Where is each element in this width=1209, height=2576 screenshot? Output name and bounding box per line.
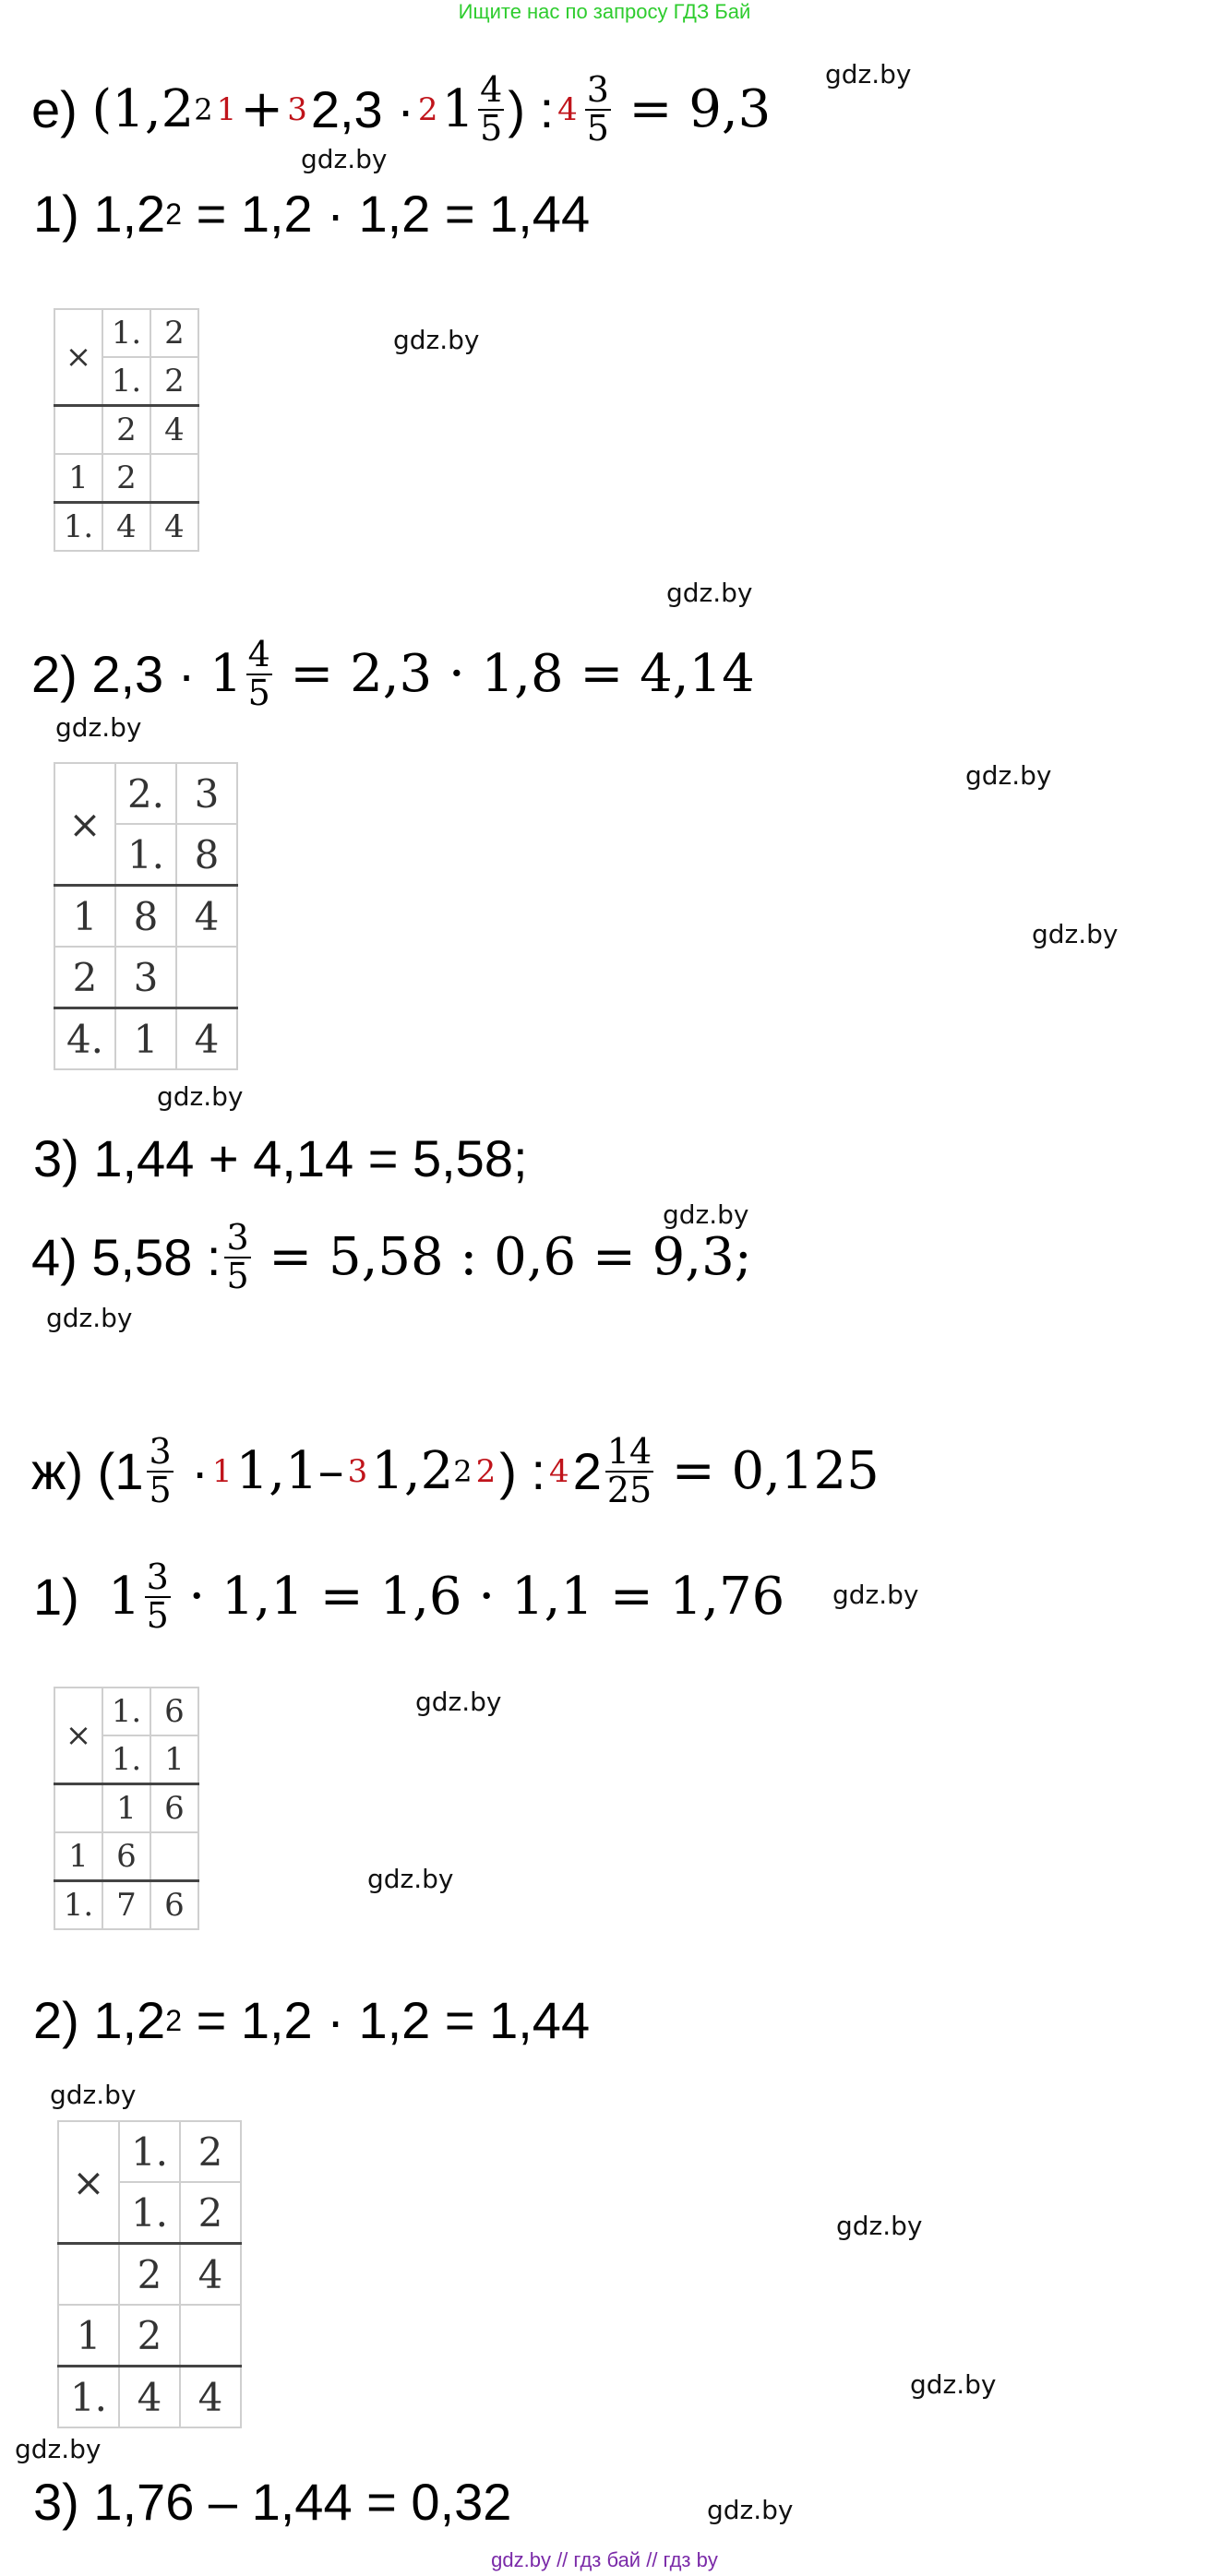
watermark: gdz.by [707, 2495, 794, 2525]
step-e-1: 1) 1,2 2 = 1,2 · 1,2 = 1,44 [33, 185, 591, 243]
problem-zh-label: ж) [31, 1441, 84, 1500]
watermark: gdz.by [46, 1303, 133, 1333]
fraction: $\frac{3}{5}$ [226, 1217, 249, 1296]
watermark: gdz.by [301, 144, 388, 174]
multiplication-grid-e1: × 1. 2 1. 2 2 4 1 2 1. 4 4 [54, 308, 199, 552]
footer-links[interactable]: gdz.by // гдз бай // гдз by [491, 2548, 718, 2571]
step-e-4: 4) 5,58 : $\frac{3}{5}$ = 5,58 : 0,6 = 9,3; [31, 1217, 752, 1296]
fraction: $\frac{4}{5}$ [480, 69, 503, 149]
problem-e-expression: е) (1,2 2 1 + 3 2,3 · 2 1 $\frac{4}{5}$ ) : 4 $\frac{3}{5}$ = 9,3 [31, 69, 772, 149]
problem-zh-expression: ж) (1 $\frac{3}{5}$ · 1 1,1– 3 1,2 2 2 ) : 4 2 $\frac{14}{25}$ = 0,125 [31, 1431, 880, 1510]
fraction: $\frac{3}{5}$ [146, 1556, 169, 1636]
step-zh-3: 3) 1,76 – 1,44 = 0,32 [33, 2473, 512, 2531]
fraction: $\frac{14}{25}$ [606, 1431, 652, 1510]
watermark: gdz.by [393, 325, 480, 355]
step-e-3: 3) 1,44 + 4,14 = 5,58; [33, 1129, 528, 1187]
watermark: gdz.by [15, 2434, 102, 2464]
watermark: gdz.by [50, 2080, 137, 2110]
watermark: gdz.by [825, 59, 912, 89]
watermark: gdz.by [832, 1580, 919, 1610]
watermark: gdz.by [157, 1081, 244, 1112]
step-e-2: 2) 2,3 · 1 $\frac{4}{5}$ = 2,3 · 1,8 = 4,14 [31, 634, 755, 713]
search-banner[interactable]: Ищите нас по запросу ГДЗ Бай [458, 0, 751, 23]
fraction: $\frac{3}{5}$ [586, 69, 609, 149]
fraction: $\frac{4}{5}$ [247, 634, 270, 713]
multiplication-grid-e2: × 2. 3 1. 8 1 8 4 2 3 4. 1 4 [54, 762, 238, 1070]
watermark: gdz.by [1032, 919, 1119, 949]
multiplication-grid-zh2: × 1. 2 1. 2 2 4 1 2 1. 4 4 [57, 2120, 242, 2428]
problem-e-label: е) [31, 79, 78, 138]
watermark: gdz.by [965, 760, 1052, 791]
watermark: gdz.by [836, 2211, 923, 2241]
watermark: gdz.by [415, 1687, 502, 1717]
multiplication-grid-zh1: × 1. 6 1. 1 1 6 1 6 1. 7 6 [54, 1687, 199, 1930]
step-zh-2: 2) 1,2 2 = 1,2 · 1,2 = 1,44 [33, 1991, 591, 2049]
watermark: gdz.by [367, 1864, 454, 1894]
watermark: gdz.by [55, 712, 142, 743]
watermark: gdz.by [663, 1199, 749, 1230]
watermark: gdz.by [910, 2369, 997, 2400]
fraction: $\frac{3}{5}$ [149, 1431, 172, 1510]
step-zh-1: 1) 1 $\frac{3}{5}$ · 1,1 = 1,6 · 1,1 = 1,76 [33, 1556, 785, 1636]
watermark: gdz.by [666, 578, 753, 608]
